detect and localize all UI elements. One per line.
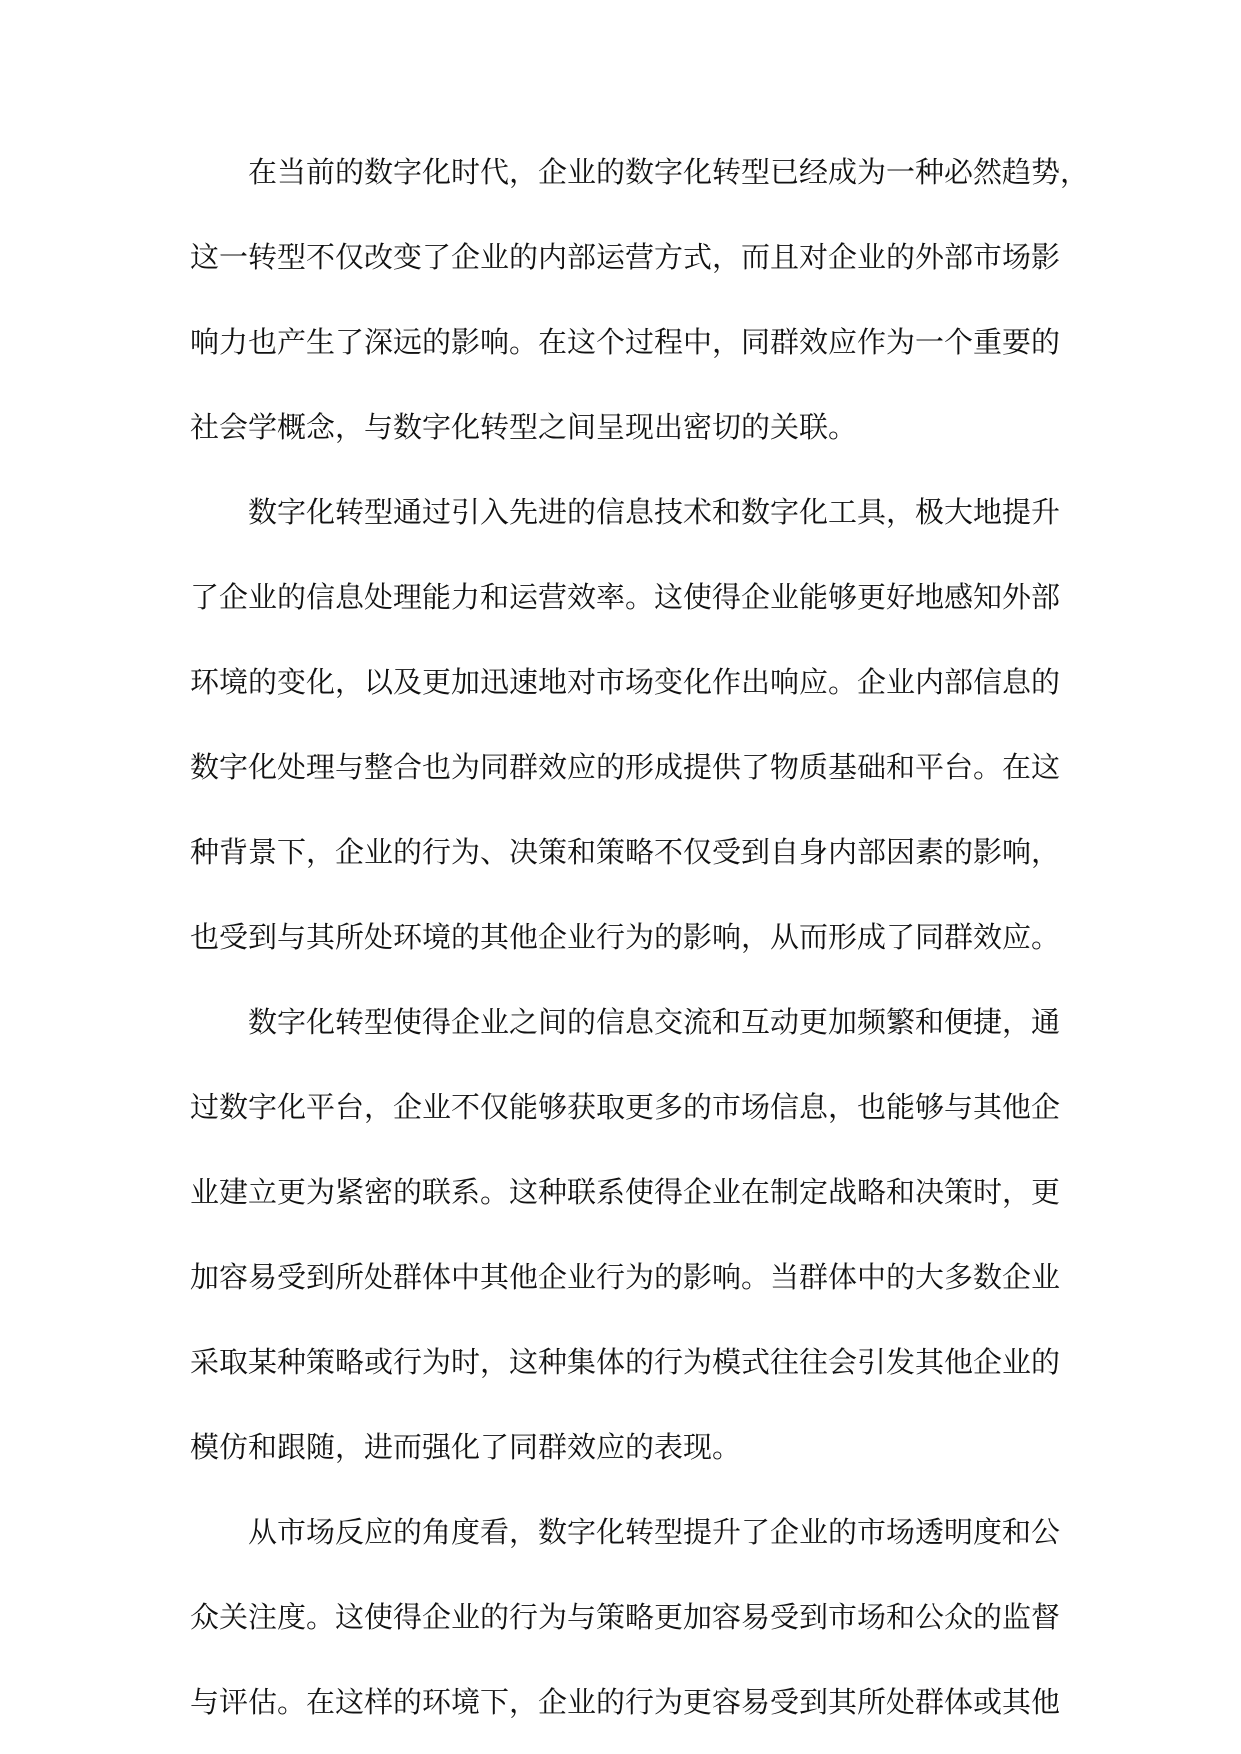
text-line: 也受到与其所处环境的其他企业行为的影响，从而形成了同群效应。 [190, 920, 1061, 954]
text-line: 加容易受到所处群体中其他企业行为的影响。当群体中的大多数企业 [190, 1260, 1061, 1294]
text-line: 数字化转型通过引入先进的信息技术和数字化工具，极大地提升 [248, 495, 1061, 529]
text-line: 社会学概念，与数字化转型之间呈现出密切的关联。 [190, 410, 858, 444]
text-line: 模仿和跟随，进而强化了同群效应的表现。 [190, 1430, 742, 1464]
text-line: 数字化处理与整合也为同群效应的形成提供了物质基础和平台。在这 [190, 750, 1061, 784]
text-line: 种背景下，企业的行为、决策和策略不仅受到自身内部因素的影响， [190, 835, 1061, 869]
text-line: 从市场反应的角度看，数字化转型提升了企业的市场透明度和公 [248, 1515, 1061, 1549]
text-line: 环境的变化，以及更加迅速地对市场变化作出响应。企业内部信息的 [190, 665, 1061, 699]
text-line: 采取某种策略或行为时，这种集体的行为模式往往会引发其他企业的 [190, 1345, 1061, 1379]
text-line: 响力也产生了深远的影响。在这个过程中，同群效应作为一个重要的 [190, 325, 1061, 359]
text-line: 业建立更为紧密的联系。这种联系使得企业在制定战略和决策时，更 [190, 1175, 1061, 1209]
text-line: 众关注度。这使得企业的行为与策略更加容易受到市场和公众的监督 [190, 1600, 1061, 1634]
text-line: 在当前的数字化时代，企业的数字化转型已经成为一种必然趋势， [248, 155, 1090, 189]
text-line: 了企业的信息处理能力和运营效率。这使得企业能够更好地感知外部 [190, 580, 1061, 614]
paragraph [190, 988, 1060, 1498]
text-line: 过数字化平台，企业不仅能够获取更多的市场信息，也能够与其他企 [190, 1090, 1061, 1124]
paragraph [190, 478, 1060, 988]
text-line: 这一转型不仅改变了企业的内部运营方式，而且对企业的外部市场影 [190, 240, 1061, 274]
paragraph [190, 138, 1090, 478]
document-body [190, 138, 1090, 1753]
paragraph [190, 1498, 1060, 1753]
text-line: 数字化转型使得企业之间的信息交流和互动更加频繁和便捷，通 [248, 1005, 1061, 1039]
text-line: 与评估。在这样的环境下，企业的行为更容易受到其所处群体或其他 [190, 1685, 1061, 1719]
